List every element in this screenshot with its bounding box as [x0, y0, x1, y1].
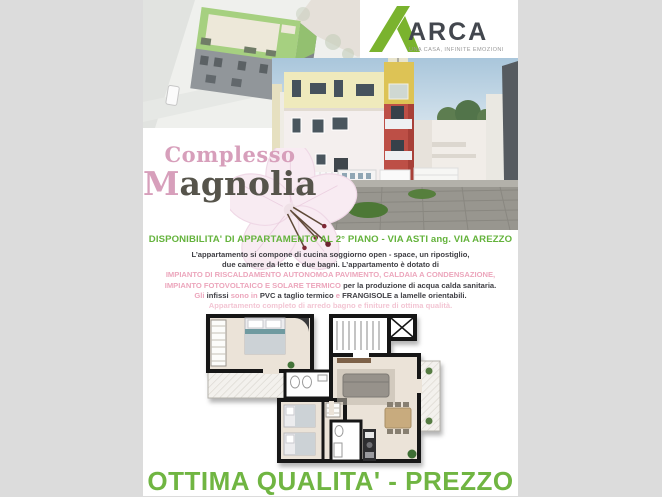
- description-line: L’appartamento si compone di cucina soggiorno open - space, un ripostiglio,: [191, 250, 470, 259]
- description-line: due camere da letto e due bagni. L’appartamento è dotato di: [222, 260, 439, 270]
- project-title-rest: agnolia: [179, 164, 317, 203]
- arca-logo-mark-icon: [364, 2, 514, 56]
- description-line: Appartamento completo di arredo bagno e finiture di ottima qualità.: [208, 301, 453, 311]
- description-line: IMPIANTO FOTOVOLTAICO E SOLARE TERMICO per la produzione di acqua calda sanitaria.: [164, 280, 497, 290]
- footer-heading: OTTIMA QUALITA' - PREZZO: [147, 466, 514, 496]
- project-title-line1: Complesso: [164, 142, 296, 167]
- description-paragraph: [143, 250, 518, 311]
- arca-logo: [360, 0, 518, 58]
- description-line: Gli infissi sono in PVC a taglio termico e FRANGISOLE a lamelle orientabili.: [194, 290, 467, 300]
- flyer-page: [143, 0, 518, 496]
- project-title-initial: M: [143, 164, 180, 203]
- floorplan: [205, 313, 443, 463]
- brand-name: ARCA: [408, 18, 489, 46]
- description-line: IMPIANTO DI RISCALDAMENTO AUTONOMOA PAVIMENTO, CALDAIA A CONDENSAZIONE,: [165, 270, 496, 280]
- project-title-line2: [143, 164, 317, 203]
- brand-tagline: UNA CASA, INFINITE EMOZIONI: [409, 47, 504, 53]
- floorplan-image: [205, 313, 443, 463]
- availability-heading: DISPONIBILITA' DI APPARTAMENTO AL 2° PIANO - VIA ASTI ang. VIA AREZZO: [148, 234, 513, 245]
